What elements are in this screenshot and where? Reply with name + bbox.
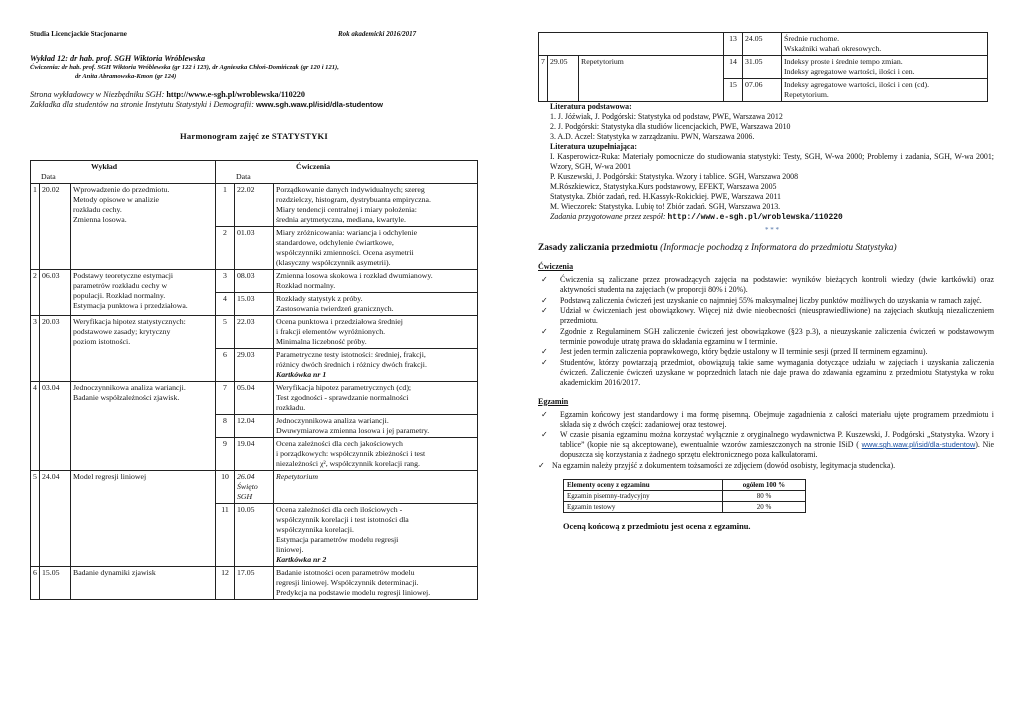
exercise-number: 2 xyxy=(216,227,235,270)
lecture-number: 6 xyxy=(31,567,40,600)
check-icon: ✓ xyxy=(541,357,548,367)
exercise-date xyxy=(743,79,782,102)
exercise-date-text: 10.05 xyxy=(237,505,255,514)
lecture-head-label: Wykład xyxy=(91,162,118,171)
cell-line: Predykcja na podstawie modelu regresji liniowej. xyxy=(276,588,431,597)
exercise-number: 6 xyxy=(216,349,235,382)
isid-link[interactable]: www.sgh.waw.pl/isid/dla-studentow xyxy=(861,440,976,449)
cell-line: średnia arytmetyczna, mediana, kwartyle. xyxy=(276,215,406,224)
cell-line: Indeksy agregatowe wartości, ilości i cen. xyxy=(784,67,915,76)
exercise-number: 13 xyxy=(724,33,743,56)
exercise-date-text: 29.03 xyxy=(237,350,255,359)
cell-line: Porządkowanie danych indywidualnych; szereg xyxy=(276,185,425,194)
tasks-site-line xyxy=(550,212,994,223)
exercise-date xyxy=(235,471,274,504)
exercise-date xyxy=(743,56,782,79)
check-icon: ✓ xyxy=(538,460,545,470)
exercise-date xyxy=(235,349,274,382)
lecture-topic xyxy=(579,56,724,102)
quiz-note: Kartkówka nr 2 xyxy=(276,555,327,564)
cell-line: Zmienna losowa skokowa i rozkład dwumianowy. xyxy=(276,271,433,280)
exercise-number: 10 xyxy=(216,471,235,504)
schedule-table xyxy=(30,160,478,600)
cell-line: Zastosowania twierdzeń granicznych. xyxy=(276,304,394,313)
header xyxy=(30,30,478,44)
list-item: ✓ Jest jeden termin zaliczenia poprawkowego, który będzie ustalony w II terminie sesji (przed II terminem egzaminu). xyxy=(541,347,928,356)
exercise-instructors xyxy=(30,63,478,81)
table-row xyxy=(539,33,988,56)
cell-line: i frakcji elementów wyróżnionych. xyxy=(276,327,386,336)
exercise-topic xyxy=(274,567,478,600)
cell-line: współczynniki zmienności. Ocena asymetrii xyxy=(276,248,414,257)
exercise-line: Ćwiczenia: dr hab. prof. SGH Wiktoria Wróblewska (gr 122 i 123), dr Agnieszka Chłoń-Domińczak (gr 120 i 121), xyxy=(30,64,339,71)
cell-line: Estymacja parametrów modelu regresji xyxy=(276,535,399,544)
exercise-number: 7 xyxy=(216,382,235,415)
grade-row xyxy=(564,490,806,501)
exercise-topic xyxy=(274,471,478,504)
literature-extra-title: Literatura uzupełniająca: xyxy=(550,142,638,151)
exercise-topic xyxy=(782,56,988,79)
rules-title xyxy=(538,243,994,253)
exercise-date xyxy=(235,382,274,415)
cell-line: rozdzielczy, histogram, dystrybuanta empiryczna. xyxy=(276,195,431,204)
literature-basic-title: Literatura podstawowa: xyxy=(550,102,632,111)
exercise-number: 11 xyxy=(216,504,235,567)
table-row xyxy=(31,270,478,293)
schedule-head-row xyxy=(31,161,478,184)
exercise-topic xyxy=(274,415,478,438)
list-item: ✓ Egzamin końcowy jest standardowy i ma formę pisemną. Obejmuje zagadnienia z całości materiału ujęte programem przedmiotu i składa się z dwóch części: zadaniowej oraz testowej. xyxy=(541,409,994,429)
cell-line: Minimalna liczebność próby. xyxy=(276,337,367,346)
table-row xyxy=(539,56,988,79)
exercise-date-text: 26.04 xyxy=(237,472,255,481)
cell-line: współczynnika korelacji. xyxy=(276,525,354,534)
grade-cell: 80 % xyxy=(723,490,806,501)
cell-line: regresji liniowej. Współczynnik determinacji. xyxy=(276,578,419,587)
check-icon: ✓ xyxy=(541,306,548,315)
exercise-topic xyxy=(274,184,478,227)
lecture-date: 20.03 xyxy=(40,316,71,382)
exercise-date xyxy=(235,270,274,293)
exercise-date-text: 01.03 xyxy=(237,228,255,237)
grade-cell: Egzamin pisemny-tradycyjny xyxy=(564,490,723,501)
grade-cell: 20 % xyxy=(723,501,806,512)
students-tab-link[interactable]: www.sgh.waw.pl/isid/dla-studentow xyxy=(255,100,383,109)
date-head-label: Data xyxy=(41,172,56,181)
literature-item: Statystyka. Zbiór zadań, red. H.Kassyk-Rokickiej. PWE, Warszawa 2011 xyxy=(550,192,781,201)
exam-rules-list xyxy=(538,410,994,471)
grade-table xyxy=(563,479,806,513)
exercise-date xyxy=(235,184,274,227)
literature-item: I. Kasperowicz-Ruka: Materiały pomocnicze do studiowania statystyki: Testy, SGH, W-wa 2000; Problemy i zadania, SGH, W-wa 2001; Wzory, SGH, W-wa 2001 xyxy=(550,152,994,171)
exercises-head xyxy=(216,161,478,184)
list-item: ✓ Zgodnie z Regulaminem SGH zaliczenie ćwiczeń jest obowiązkowe (§23 p.3), a nieuzyskanie zaliczenia ćwiczeń w podstawowym terminie powoduje utratę prawa do składania egzaminu w I terminie. xyxy=(541,326,994,346)
students-tab-label: Zakładka dla studentów na stronie Instytutu Statystyki i Demografii: xyxy=(30,100,254,109)
lecture-date: 03.04 xyxy=(40,382,71,471)
exercise-date xyxy=(235,504,274,567)
lecture-number: 5 xyxy=(31,471,40,567)
cell-line: Zmienna losowa. xyxy=(73,215,127,224)
lecture-date: 29.05 xyxy=(548,56,579,102)
lecture-number: 1 xyxy=(31,184,40,270)
exercise-date-text: 19.04 xyxy=(237,439,255,448)
lecture-topic xyxy=(71,471,216,567)
exercise-number: 12 xyxy=(216,567,235,600)
exercise-number: 1 xyxy=(216,184,235,227)
lecture-number: 2 xyxy=(31,270,40,316)
cell-line: niezależności χ², współczynnik korelacji rang. xyxy=(276,459,420,468)
cell-line: Repetytorium. xyxy=(784,90,829,99)
table-row xyxy=(31,567,478,600)
literature xyxy=(550,102,994,235)
exercise-number: 9 xyxy=(216,438,235,471)
lecture-date: 15.05 xyxy=(40,567,71,600)
cell-line: poziom istotności. xyxy=(73,337,131,346)
list-item: ✓ Udział w ćwiczeniach jest obowiązkowy. Więcej niż dwie nieobecności (nieusprawiedliwione) na zajęciach skutkują niezaliczeniem przedmiotu. xyxy=(541,306,994,325)
check-icon: ✓ xyxy=(541,347,548,356)
cell-line: Ocena zależności dla cech ilościowych - xyxy=(276,505,403,514)
exercise-topic xyxy=(274,227,478,270)
lecturer-page-link[interactable]: http://www.e-sgh.pl/wroblewska/110220 xyxy=(166,90,305,99)
cell-line: Wprowadzenie do przedmiotu. xyxy=(73,185,170,194)
exercise-topic xyxy=(274,382,478,415)
lecture-number: 4 xyxy=(31,382,40,471)
cell-line: Ocena zależności dla cech jakościowych xyxy=(276,439,403,448)
cell-line: Badanie współzależności zjawisk. xyxy=(73,393,180,402)
exam-section-title: Egzamin xyxy=(538,396,569,406)
schedule-title: Harmonogram zajęć ze STATYSTYKI xyxy=(180,131,328,141)
exercise-date-text: 08.03 xyxy=(237,271,255,280)
cell-line: Test zgodności - sprawdzanie normalności xyxy=(276,393,409,402)
table-row xyxy=(31,471,478,504)
exercise-date-text: 07.06 xyxy=(745,80,763,89)
check-icon: ✓ xyxy=(541,326,548,336)
lecture-topic xyxy=(71,184,216,270)
cell-line: rozkładu. xyxy=(276,403,306,412)
links-block xyxy=(30,90,478,110)
cell-line: Średnie ruchome. xyxy=(784,34,840,43)
literature-item: M. Wieczorek: Statystyka. Lubię to! Zbiór zadań. SGH, Warszawa 2013. xyxy=(550,202,781,211)
exercise-date-text: 12.04 xyxy=(237,416,255,425)
cell-line: SGH xyxy=(237,492,253,501)
literature-item: 2. J. Podgórski: Statystyka dla studiów licencjackich, PWE, Warszawa 2010 xyxy=(550,122,791,131)
check-icon: ✓ xyxy=(541,275,548,284)
rules-title-note: (Informacje pochodzą z Informatora do przedmiotu Statystyka) xyxy=(660,243,897,253)
lecture-date: 20.02 xyxy=(40,184,71,270)
lecture-date: 06.03 xyxy=(40,270,71,316)
cell-line: Miary tendencji centralnej i miary położenia: xyxy=(276,205,417,214)
students-tab-line xyxy=(30,100,478,110)
list-item: ✓ W czasie pisania egzaminu można korzystać wyłącznie z oryginalnego wydawnictwa P. Kuszewski, J. Podgórski „Statystyka. Wzory i tablice” (kopie nie są akceptowane), ewentualnie wzorów zamieszczonych na stronie ISiD ( www.sgh.waw.pl/isid/dla-studentow). Nie dopuszcza się korzystania z żadnego sprzętu elektronicznego poza kalkulatorami. xyxy=(541,430,995,459)
separator-stars: * * * xyxy=(765,226,779,234)
table-row xyxy=(31,184,478,227)
lecture-date: 24.04 xyxy=(40,471,71,567)
exercise-line: dr Anita Abramowska-Kmon (gr 124) xyxy=(75,73,177,80)
lecture-number: 3 xyxy=(31,316,40,382)
cell-line: Rozkłady statystyk z próby. xyxy=(276,294,363,303)
list-item: ✓ Ćwiczenia są zaliczane przez prowadzących zajęcia na podstawie: wyników bieżących kontroli wiedzy (dwie kartkówki) oraz aktywności studenta na zajęciach (w proporcji 80% i 20%). xyxy=(541,275,994,294)
exercise-date-text: 31.05 xyxy=(745,57,763,66)
table-row xyxy=(31,316,478,349)
list-item: ✓ Podstawą zaliczenia ćwiczeń jest uzyskanie co najmniej 55% maksymalnej liczby punktów możliwych do uzyskania w ramach zajęć. xyxy=(541,295,982,305)
lecturer-page-line xyxy=(30,90,478,100)
cell-line: Miary zróżnicowania: wariancja i odchylenie xyxy=(276,228,418,237)
lecture-number: 7 xyxy=(539,56,548,102)
table-row xyxy=(31,382,478,415)
lecture-topic xyxy=(71,567,216,600)
list-item: ✓ Na egzamin należy przyjść z dokumentem tożsamości ze zdjęciem (dowód osobisty, legitymacja studencka). xyxy=(538,460,896,470)
exercise-number: 8 xyxy=(216,415,235,438)
exercise-date xyxy=(743,33,782,56)
cell-line: Weryfikacja hipotez statystycznych: xyxy=(73,317,186,326)
cell-line: Repetytorium xyxy=(276,472,319,481)
exercise-topic xyxy=(274,270,478,293)
check-icon: ✓ xyxy=(541,295,548,305)
cell-line: i porządkowych: współczynnik zbieżności i test xyxy=(276,449,426,458)
literature-item: P. Kuszewski, J. Podgórski: Statystyka. Wzory i tablice. SGH, Warszawa 2008 xyxy=(550,172,799,181)
cell-line: Model regresji liniowej xyxy=(73,472,147,481)
exercises-rules-list xyxy=(538,275,994,388)
cell-line: liniowej. xyxy=(276,545,304,554)
grade-row xyxy=(564,501,806,512)
exercise-date-text: 17.05 xyxy=(237,568,255,577)
exercises-section-title: Ćwiczenia xyxy=(538,262,574,271)
lecturer-page-label: Strona wykładowcy w Niezbędniku SGH: xyxy=(30,90,165,99)
grade-head-cell: Elementy oceny z egzaminu xyxy=(564,479,723,490)
exercise-date xyxy=(235,227,274,270)
exercise-date-text: 15.03 xyxy=(237,294,255,303)
list-item: ✓ Studentów, którzy powtarzają przedmiot, obowiązują takie same wymagania dotyczące udziału w zajęciach i uzyskania zaliczenia ćwiczeń. Zaliczenie ćwiczeń uzyskane w poprzednich latach nie daje prawa do zdawania egzaminu z przedmiotu Statystyka w roku akademickim 2016/2017. xyxy=(541,357,994,387)
cell-line: Metody opisowe w analizie xyxy=(73,195,159,204)
quiz-note: Kartkówka nr 1 xyxy=(276,370,327,379)
cell-line: rozkładu cechy. xyxy=(73,205,122,214)
tasks-site-link[interactable]: http://www.e-sgh.pl/wroblewska/110220 xyxy=(667,213,843,222)
grade-cell: Egzamin testowy xyxy=(564,501,723,512)
lecture-topic xyxy=(71,382,216,471)
cell-line: współczynnik korelacji i test istotności dla xyxy=(276,515,409,524)
cell-line: różnicy dwóch średnich i różnicy dwóch frakcji. xyxy=(276,360,427,369)
cell-line: Badanie istotności ocen parametrów modelu xyxy=(276,568,415,577)
exercise-number: 4 xyxy=(216,293,235,316)
cell-line: Indeksy agregatowe wartości, ilości i cen (cd). xyxy=(784,80,930,89)
cell-line: Rozkład normalny. xyxy=(276,281,336,290)
grade-head-cell: ogółem 100 % xyxy=(723,479,806,490)
schedule-table-continued xyxy=(538,32,988,102)
cell-line: Parametryczne testy istotności: średniej, frakcji, xyxy=(276,350,426,359)
academic-year: Rok akademicki 2016/2017 xyxy=(338,30,417,38)
exercise-number: 15 xyxy=(724,79,743,102)
exercise-number: 3 xyxy=(216,270,235,293)
exercise-topic xyxy=(782,79,988,102)
literature-item: M.Rószkiewicz, Statystyka.Kurs podstawowy, EFEKT, Warszawa 2005 xyxy=(550,182,777,191)
exercise-date-text: 24.05 xyxy=(745,34,763,43)
exercise-topic xyxy=(274,293,478,316)
lecture-head xyxy=(31,161,216,184)
lecturer: Wykład 12: dr hab. prof. SGH Wiktoria Wróblewska xyxy=(30,54,206,63)
check-icon: ✓ xyxy=(541,430,548,439)
program-name: Studia Licencjackie Stacjonarne xyxy=(30,30,127,38)
cell-line: Weryfikacja hipotez parametrycznych (cd); xyxy=(276,383,412,392)
exercise-date-text: 05.04 xyxy=(237,383,255,392)
cell-line: populacji. Rozkład normalny. xyxy=(73,291,166,300)
cell-line: Indeksy proste i średnie tempo zmian. xyxy=(784,57,903,66)
date-head-label: Data xyxy=(236,172,251,181)
grade-head-row xyxy=(564,479,806,490)
exercise-date-text: 22.03 xyxy=(237,317,255,326)
tasks-site-label: Zadania przygotowane przez zespół: xyxy=(550,212,666,221)
cell-line: Dwuwymiarowa zmienna losowa i jej parametry. xyxy=(276,426,430,435)
exercise-topic xyxy=(782,33,988,56)
final-note: Oceną końcową z przedmiotu jest ocena z egzaminu. xyxy=(563,521,751,531)
cell-line: Ocena punktowa i przedziałowa średniej xyxy=(276,317,403,326)
lecture-topic xyxy=(71,316,216,382)
exercise-number: 5 xyxy=(216,316,235,349)
rules-title-text: Zasady zaliczania przedmiotu xyxy=(538,243,658,253)
exercise-date xyxy=(235,316,274,349)
cell-line: (klasyczny współczynnik asymetrii). xyxy=(276,258,391,267)
lecture-empty xyxy=(539,33,724,56)
cell-line: Jednoczynnikowa analiza wariancji. xyxy=(276,416,389,425)
check-icon: ✓ xyxy=(541,409,548,419)
exercise-date xyxy=(235,438,274,471)
cell-line: Wskaźniki wahań okresowych. xyxy=(784,44,882,53)
literature-item: 3. A.D. Aczel: Statystyka w zarządzaniu. PWN, Warszawa 2006. xyxy=(550,132,755,141)
cell-line: Jednoczynnikowa analiza wariancji. xyxy=(73,383,186,392)
literature-item: 1. J. Jóźwiak, J. Podgórski: Statystyka od podstaw, PWE, Warszawa 2012 xyxy=(550,112,783,121)
exercise-topic xyxy=(274,349,478,382)
cell-line: standardowe, odchylenie ćwiartkowe, xyxy=(276,238,394,247)
cell-line: Estymacja punktowa i przedziałowa. xyxy=(73,301,188,310)
cell-line: Badanie dynamiki zjawisk xyxy=(73,568,156,577)
exercise-topic xyxy=(274,316,478,349)
exercise-date xyxy=(235,567,274,600)
exercise-date-text: 22.02 xyxy=(237,185,255,194)
cell-line: podstawowe zasady; krytyczny xyxy=(73,327,171,336)
exercise-topic xyxy=(274,504,478,567)
exercises-head-label: Ćwiczenia xyxy=(296,162,331,171)
exercise-date xyxy=(235,293,274,316)
lecture-topic xyxy=(71,270,216,316)
right-column xyxy=(538,30,994,531)
exercise-date xyxy=(235,415,274,438)
cell-line: Święto xyxy=(237,482,258,491)
exercise-topic xyxy=(274,438,478,471)
cell-line: Podstawy teoretyczne estymacji xyxy=(73,271,174,280)
left-column xyxy=(30,30,478,600)
cell-line: Repetytorium xyxy=(581,57,624,66)
cell-line: parametrów rozkładu cechy w xyxy=(73,281,168,290)
exercise-number: 14 xyxy=(724,56,743,79)
